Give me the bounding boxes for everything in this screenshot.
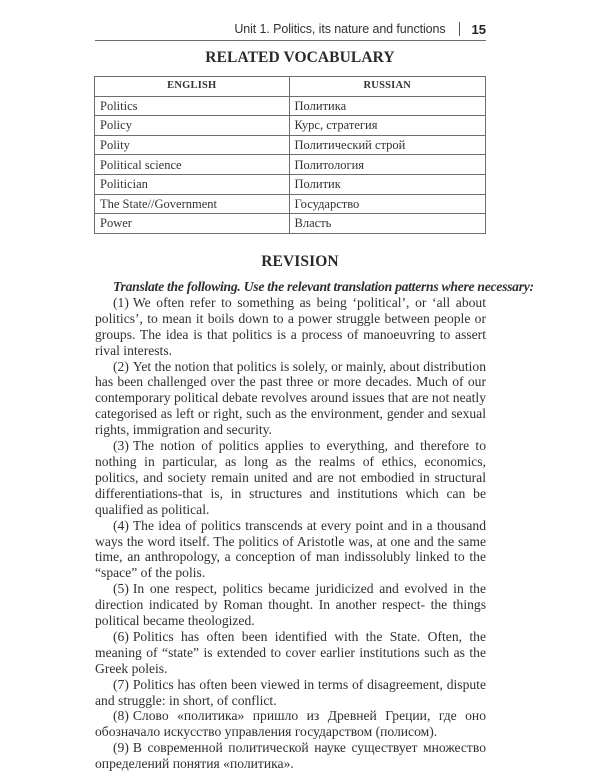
- english-term: Power: [95, 214, 290, 234]
- item-text: Слово «политика» пришло из Древней Греции, где оно обозначало искусство управления государством (полисом).: [95, 708, 486, 740]
- russian-term: Власть: [289, 214, 485, 234]
- exercise-item-8: [95, 708, 486, 740]
- table-header-row: [95, 77, 486, 97]
- revision-section: [95, 279, 534, 772]
- item-text: Politics has often been identified with the State. Often, the meaning of “state” is extended to cover earlier institutions such as the Greek poleis.: [95, 628, 486, 676]
- item-number: (7): [113, 676, 129, 692]
- english-term: Politics: [95, 96, 290, 116]
- column-header-russian: RUSSIAN: [289, 77, 485, 97]
- russian-term: Политический строй: [289, 135, 485, 155]
- russian-term: Политик: [289, 174, 485, 194]
- russian-term: Государство: [289, 194, 485, 214]
- english-term: Polity: [95, 135, 290, 155]
- instruction-text: Translate the following. Use the relevant translation patterns where necessary:: [113, 279, 534, 294]
- table-row: [95, 135, 486, 155]
- item-text: Yet the notion that politics is solely, or mainly, about distribution has been challenged over the past three or more decades. Much of our contemporary political debate revolves around issues that are not neatly categorised as left or right, such as the environment, gender and sexual rights, immigration and security.: [95, 358, 486, 438]
- vocabulary-title: RELATED VOCABULARY: [205, 49, 395, 66]
- page-header: [95, 18, 486, 41]
- exercise-item-3: [95, 438, 486, 518]
- vocabulary-table: [94, 76, 486, 234]
- item-number: (9): [113, 740, 129, 756]
- exercise-item-9: [95, 740, 486, 772]
- table-row: [95, 96, 486, 116]
- item-text: The idea of politics transcends at every point and in a thousand ways the word itself. The politics of Aristotle was, at one and the same time, an anthropology, a conception of man indissolubly linked to the “space” of the polis.: [95, 517, 486, 581]
- item-text: In one respect, politics became juridicized and evolved in the direction indicated by Roman thought. In another respect- the things political became theologized.: [95, 581, 486, 629]
- item-number: (8): [113, 708, 129, 724]
- exercise-item-5: [95, 581, 486, 629]
- item-text: В современной политической науке существует множество определений понятия «политика».: [95, 740, 486, 772]
- item-number: (3): [113, 438, 129, 454]
- item-number: (4): [113, 517, 129, 533]
- column-header-english: ENGLISH: [95, 77, 290, 97]
- exercise-item-7: [95, 677, 486, 709]
- exercise-item-1: [95, 295, 486, 359]
- russian-term: Политология: [289, 155, 485, 175]
- english-term: The State//Government: [95, 194, 290, 214]
- english-term: Politician: [95, 174, 290, 194]
- item-number: (1): [113, 294, 129, 310]
- item-text: The notion of politics applies to everything, and therefore to nothing in particular, as long as the realms of ethics, economics, politics, and society remain united and are not embodied in structural differentiations-that is, in structures and institutions which can be qualified as political.: [95, 438, 486, 517]
- table-row: [95, 214, 486, 234]
- russian-term: Политика: [289, 96, 485, 116]
- english-term: Policy: [95, 116, 290, 136]
- page-number: 15: [471, 21, 486, 37]
- exercise-item-4: [95, 518, 486, 582]
- table-row: [95, 194, 486, 214]
- revision-title: REVISION: [261, 253, 339, 270]
- table-row: [95, 174, 486, 194]
- item-number: (6): [113, 628, 129, 644]
- table-row: [95, 116, 486, 136]
- item-number: (2): [113, 358, 129, 374]
- exercise-item-2: [95, 359, 486, 439]
- item-text: We often refer to something as being ‘political’, or ‘all about politics’, to mean it boils down to a power struggle between people or groups. The idea is that politics is a process of manoeuvring to assert rival interests.: [95, 294, 486, 358]
- table-row: [95, 155, 486, 175]
- english-term: Political science: [95, 155, 290, 175]
- item-text: Politics has often been viewed in terms of disagreement, dispute and struggle: in short, of conflict.: [95, 676, 486, 708]
- russian-term: Курс, стратегия: [289, 116, 485, 136]
- running-title: Unit 1. Politics, its nature and functions: [234, 22, 446, 36]
- item-number: (5): [113, 581, 129, 597]
- exercise-item-6: [95, 629, 486, 677]
- header-separator: [459, 22, 460, 36]
